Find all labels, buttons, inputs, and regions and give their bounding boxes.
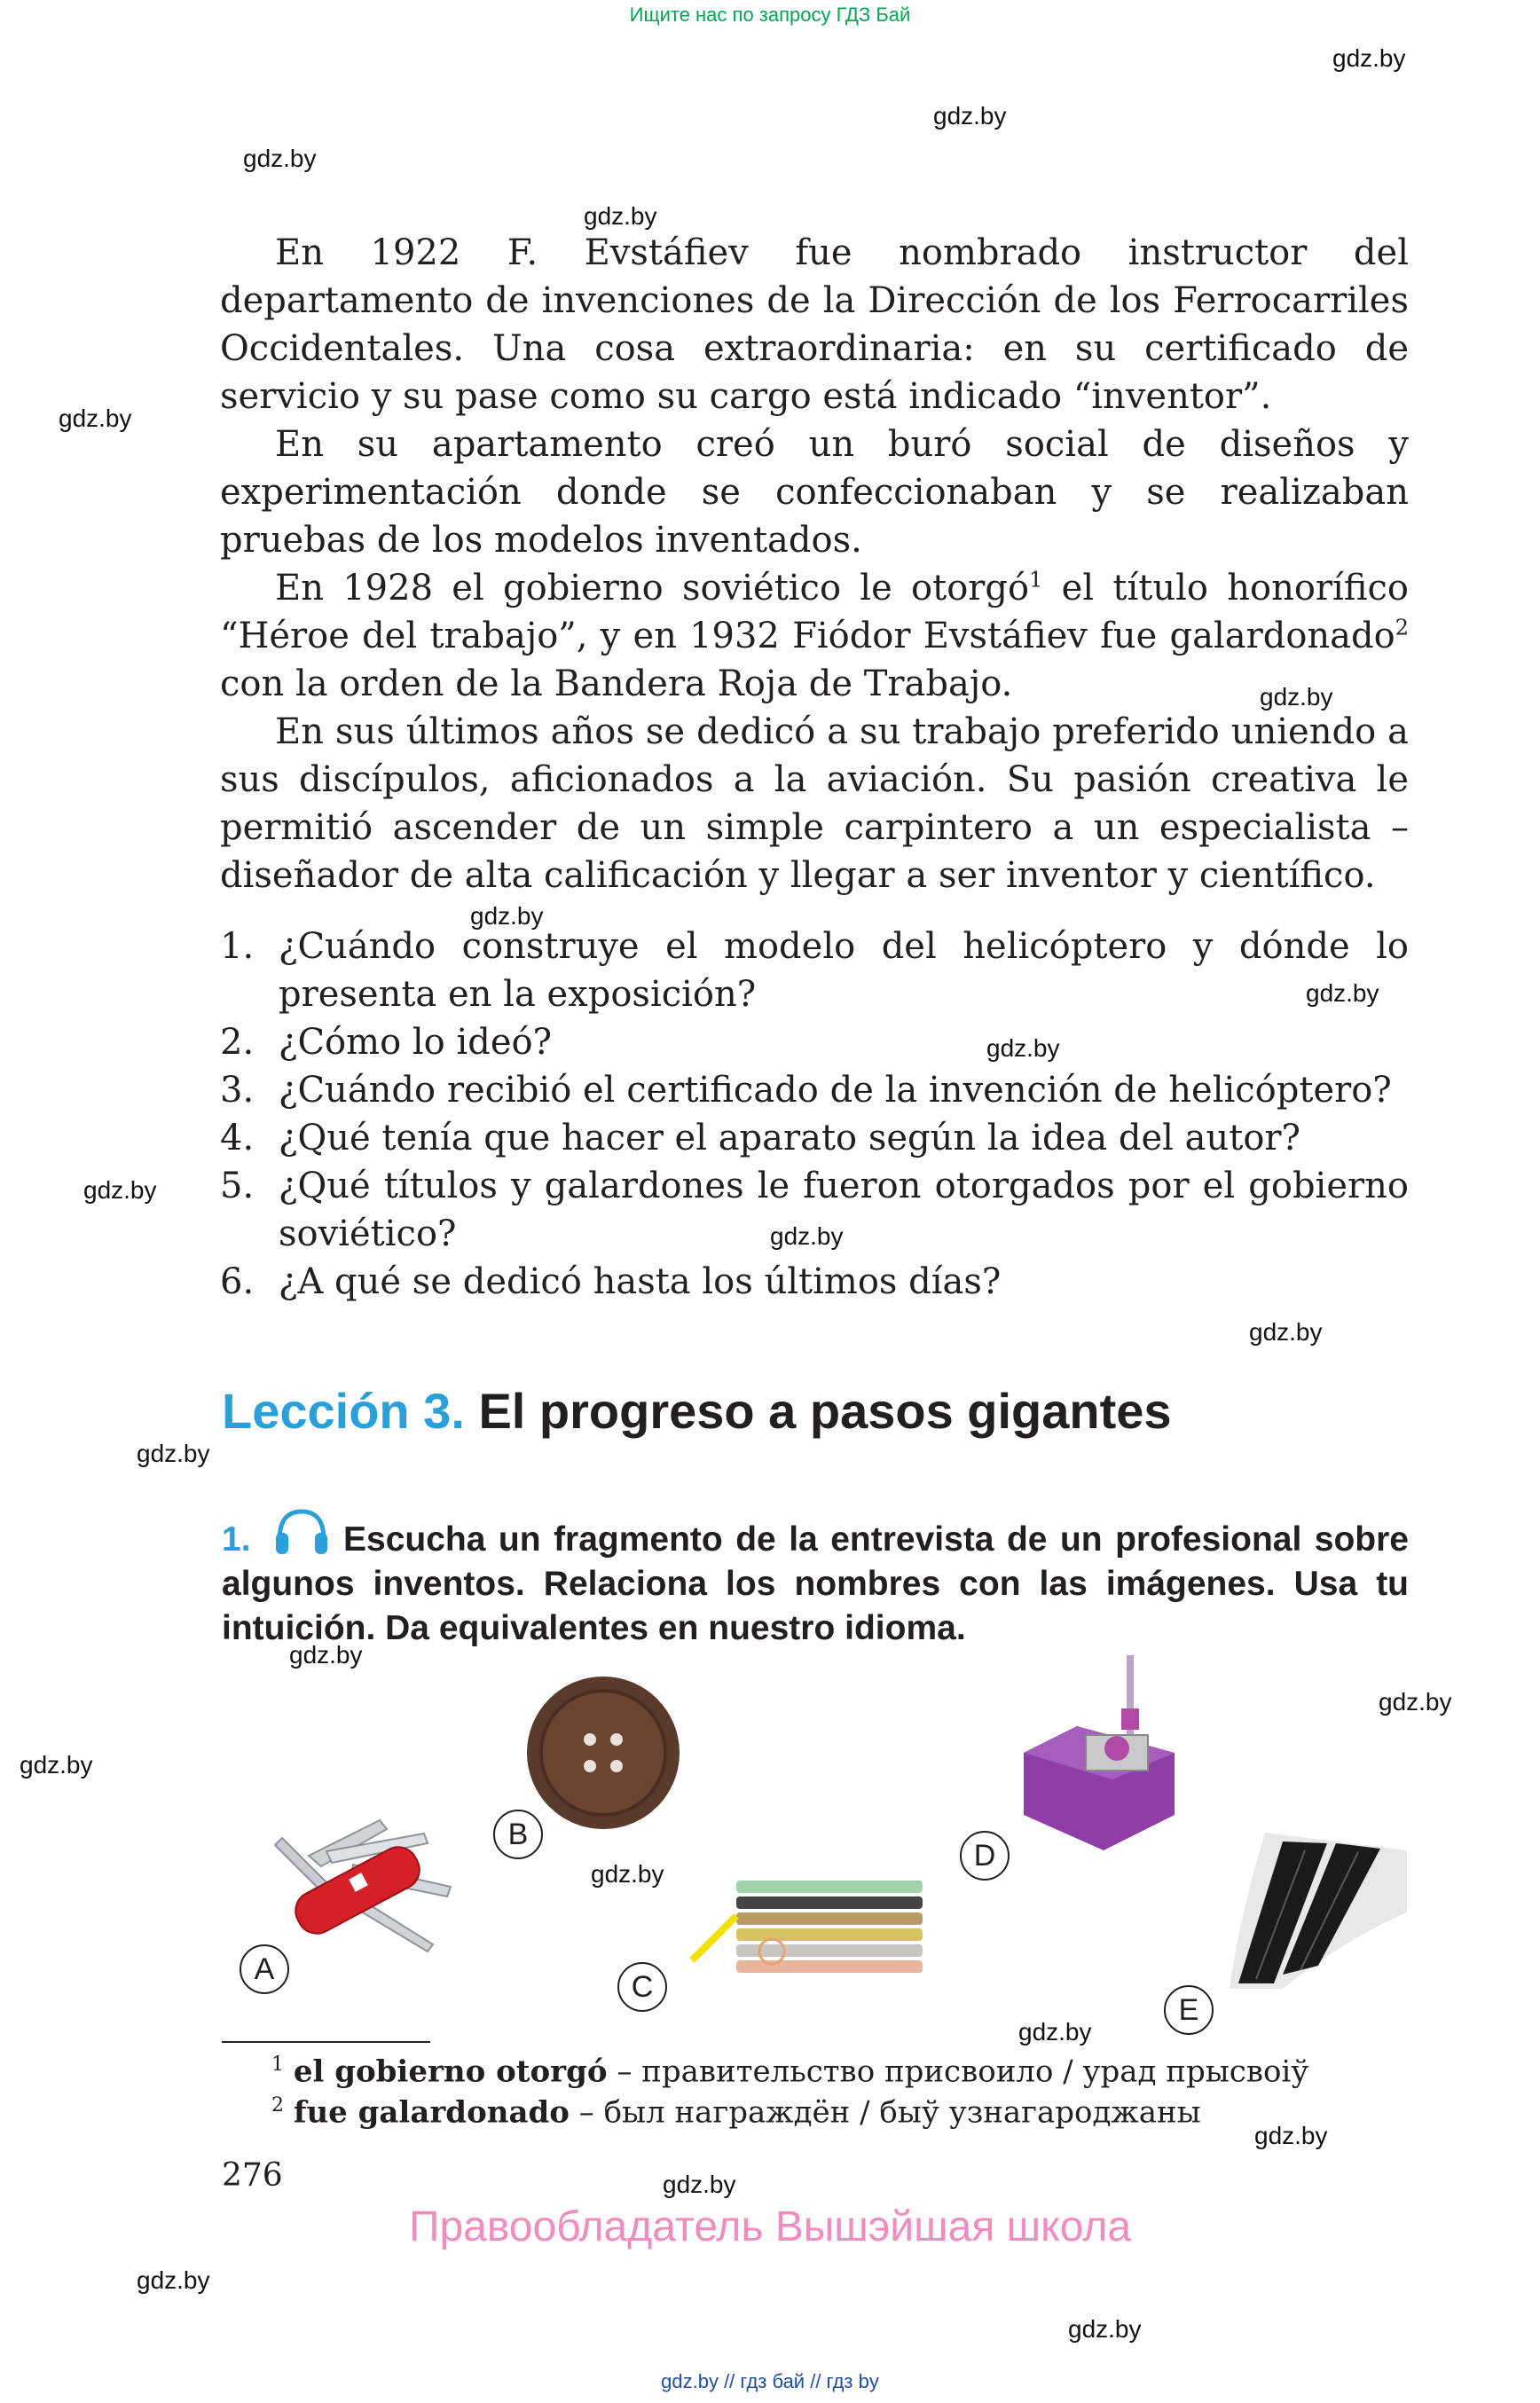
watermark: gdz.by bbox=[137, 1440, 210, 1467]
footnote: $^1$ el gobierno otorgó – правительство присвоило / урад прысвоіў bbox=[271, 2054, 1309, 2090]
watermark: gdz.by bbox=[83, 1176, 157, 1204]
lesson-title: El progreso a pasos gigantes bbox=[478, 1383, 1172, 1439]
image-swiss-army-knife bbox=[247, 1802, 468, 1962]
watermark: gdz.by bbox=[1332, 44, 1406, 72]
task-instruction: 1. Escucha un fragmento de la entrevista de un profesional sobre algunos inventos. Relaciona los nombres con las imágenes. Usa tu intuición. Da equivalentes en nuestro idioma. bbox=[222, 1506, 1409, 1651]
question-item: 1. ¿Cuándo construye el modelo del helicóptero y dónde lo presenta en la exposición? bbox=[220, 926, 1409, 1015]
question-item: 2. ¿Cómo lo ideó? bbox=[220, 1022, 553, 1063]
watermark: gdz.by bbox=[59, 404, 132, 432]
question-item: 6. ¿A qué se dedicó hasta los últimos días? bbox=[220, 1261, 1002, 1302]
task-number: 1. bbox=[222, 1520, 251, 1559]
image-label: A bbox=[240, 1944, 289, 1994]
watermark: gdz.by bbox=[986, 1034, 1060, 1062]
watermark: gdz.by bbox=[289, 1641, 363, 1669]
bottom-links[interactable]: gdz.by // гдз бай // гдз by bbox=[661, 2370, 879, 2392]
paragraph: En sus últimos años se dedicó a su trabajo preferido uniendo a sus discípulos, aficionados a la aviación. Su pasión creativa le permitió ascender de un simple carpintero a un especialista – diseñador de alta calificación y llegar a ser inventor y científico. bbox=[220, 711, 1409, 896]
watermark: gdz.by bbox=[1306, 979, 1379, 1007]
watermark: gdz.by bbox=[1249, 1318, 1323, 1346]
question-item: 3. ¿Cuándo recibió el certificado de la invención de helicóptero? bbox=[220, 1070, 1392, 1111]
question-item: 4. ¿Qué tenía que hacer el aparato según la idea del autor? bbox=[220, 1118, 1300, 1158]
footnote-ref: 1 bbox=[1029, 567, 1043, 593]
watermark: gdz.by bbox=[1254, 2122, 1328, 2149]
headphones-icon bbox=[272, 1506, 331, 1556]
watermark: gdz.by bbox=[1260, 683, 1333, 711]
watermark: gdz.by bbox=[470, 902, 544, 930]
image-button bbox=[523, 1673, 683, 1833]
image-label: B bbox=[493, 1810, 543, 1859]
watermark: gdz.by bbox=[1068, 2315, 1142, 2343]
watermark: gdz.by bbox=[20, 1751, 93, 1779]
image-label: E bbox=[1164, 1985, 1214, 2035]
top-banner[interactable]: Ищите нас по запросу ГДЗ Бай bbox=[629, 4, 911, 26]
footnote-ref: 2 bbox=[1395, 615, 1409, 640]
watermark: gdz.by bbox=[1018, 2018, 1092, 2046]
lesson-number: Lección 3. bbox=[222, 1383, 465, 1439]
footnote-rule bbox=[222, 2041, 430, 2043]
watermark: gdz.by bbox=[243, 145, 317, 172]
image-mop-bucket bbox=[997, 1655, 1183, 1859]
paragraph: En su apartamento creó un buró social de diseños y experimentación donde se confeccionaban y se realizaban pruebas de los modelos inventados. bbox=[220, 424, 1409, 561]
watermark: gdz.by bbox=[591, 1860, 664, 1888]
page-number: 276 bbox=[222, 2157, 283, 2194]
watermark: gdz.by bbox=[1379, 1688, 1452, 1716]
image-velcro bbox=[1212, 1833, 1407, 1989]
paragraph: En 1928 el gobierno soviético le otorgó$^1$ el título honorífico “Héroe del trabajo”, y en 1932 Fiódor Evstáfiev fue galardonado$^2$ con la orden de la Bandera Roja de Trabajo. bbox=[220, 567, 1409, 704]
watermark: gdz.by bbox=[137, 2266, 210, 2294]
watermark: gdz.by bbox=[584, 202, 657, 230]
image-zippers bbox=[683, 1863, 923, 1996]
rights-holder: Правообладатель Вышэйшая школа bbox=[408, 2203, 1132, 2250]
footnote: $^2$ fue galardonado – был награждён / быў узнагароджаны bbox=[271, 2094, 1201, 2131]
question-item: 5. ¿Qué títulos y galardones le fueron otorgados por el gobierno soviético? bbox=[220, 1166, 1409, 1254]
watermark: gdz.by bbox=[770, 1222, 844, 1250]
paragraph: En 1922 F. Evstáfiev fue nombrado instructor del departamento de invenciones de la Dirección de los Ferrocarriles Occidentales. Una cosa extraordinaria: en su certificado de servicio y su pase como su cargo está indicado “inventor”. bbox=[220, 232, 1409, 417]
watermark: gdz.by bbox=[933, 102, 1007, 130]
image-label: C bbox=[617, 1962, 667, 2012]
watermark: gdz.by bbox=[663, 2171, 736, 2198]
image-label: D bbox=[960, 1831, 1010, 1881]
lesson-heading bbox=[222, 1382, 1172, 1440]
